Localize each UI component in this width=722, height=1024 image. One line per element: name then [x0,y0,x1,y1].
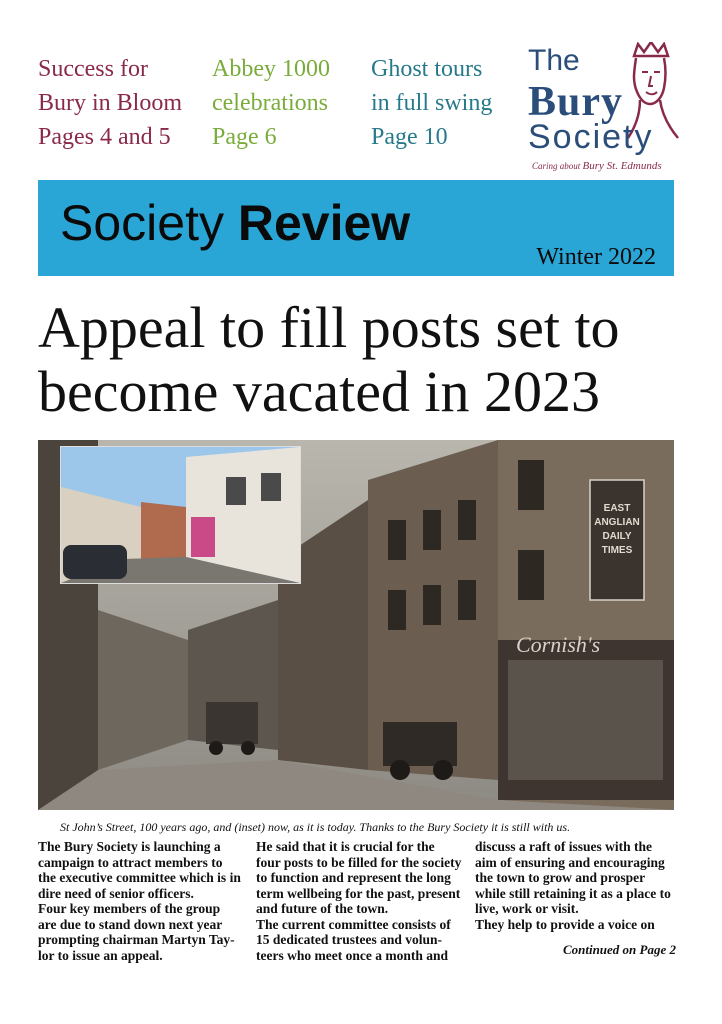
body-line: campaign to attract members to [38,854,223,870]
continued-link[interactable]: Continued on Page 2 [562,942,676,957]
headline-line: Appeal to fill posts set to [38,295,620,360]
tagline-place: Bury St. Edmunds [582,160,662,172]
body-line: He said that it is crucial for the [256,839,435,854]
body-line: lor to issue an appeal. [38,947,163,963]
street-photo [38,440,674,810]
issue-date: Winter 2022 [536,244,656,270]
body-line: dire need of senior officers. [38,885,194,901]
body-line: 15 dedicated trustees and volun- [256,932,443,947]
publication-name [60,194,410,252]
logo-line-society: Society [528,118,654,156]
masthead-banner [38,180,674,276]
publication-name-light: Society [60,195,224,251]
publication-name-bold: Review [237,195,411,251]
body-line: Four key members of the group [38,901,221,916]
newspaper-sign-line: TIMES [601,545,633,556]
body-line: The Bury Society is launching a [38,839,221,854]
body-line: the executive committee which is in [38,870,241,885]
body-line: The current committee consists of [256,916,451,932]
newspaper-sign-line: EAST [603,503,631,514]
body-line: They help to provide a voice on [475,916,655,932]
body-line: while still retaining it as a place to [475,885,671,901]
teaser-line: Pages 4 and 5 [38,124,171,150]
teaser-ghost-tours[interactable] [371,52,492,154]
headline [38,296,688,424]
newspaper-sign-line: DAILY [602,531,632,542]
logo-tagline [532,160,662,172]
body-line: live, work or visit. [475,901,579,916]
teaser-line: Page 6 [212,124,277,150]
teaser-line: Success for [38,56,148,82]
teaser-line: Page 10 [371,124,448,150]
article-column-3 [475,839,680,932]
tagline-small: Caring about [532,161,581,171]
photo-caption: St John’s Street, 100 years ago, and (inset) now, as it is today. Thanks to the Bury Society it is still with us. [60,820,571,834]
inset-photo-today [60,446,301,584]
bury-society-logo [520,42,685,174]
body-line: teers who meet once a month and [256,947,448,963]
teaser-line: in full swing [371,90,493,116]
teaser-line: Ghost tours [371,56,483,82]
body-line: the town to grow and prosper [475,870,646,885]
headline-line: become vacated in 2023 [38,359,601,424]
teaser-line: celebrations [212,90,328,116]
teaser-line: Bury in Bloom [38,90,183,116]
newspaper-sign [590,502,644,558]
article-column-2 [256,839,461,963]
body-line: are due to stand down next year [38,916,223,932]
body-line: aim of ensuring and encouraging [475,854,665,870]
body-line: four posts to be filled for the society [256,854,462,870]
teaser-line: Abbey 1000 [212,56,330,82]
logo-line-the: The [528,44,580,77]
shop-sign-text: Cornish's [516,632,601,657]
body-line: discuss a raft of issues with the [475,839,653,854]
logo-line-bury: Bury [528,79,624,125]
article-column-1 [38,839,243,963]
body-line: term wellbeing for the past, present [256,885,461,901]
body-line: prompting chairman Martyn Tay- [38,932,235,947]
body-line: and future of the town. [256,901,389,916]
newspaper-sign-line: ANGLIAN [594,517,640,528]
teaser-bury-in-bloom[interactable] [38,52,182,154]
teaser-abbey-1000[interactable] [212,52,330,154]
body-line: to function and represent the long [256,870,451,885]
